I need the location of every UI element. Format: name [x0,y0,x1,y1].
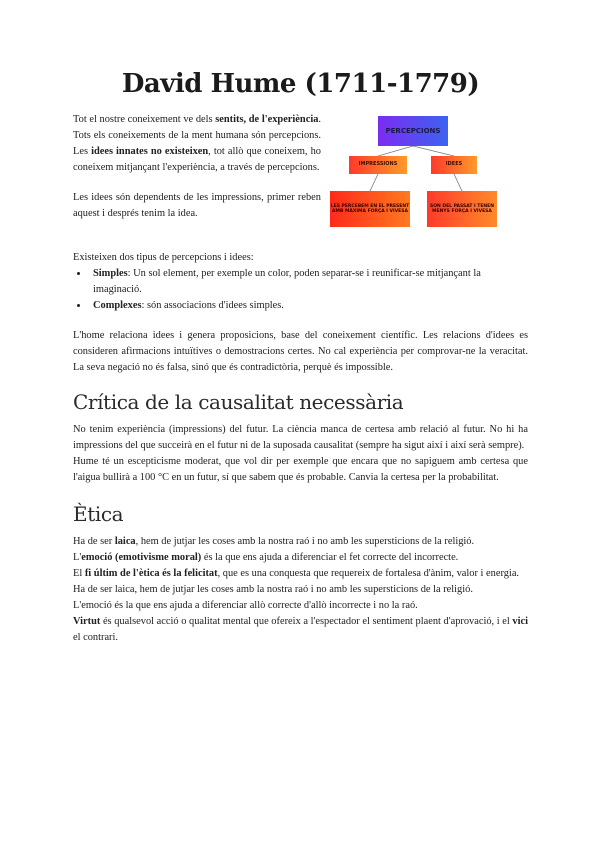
etica-bold-virtut: Virtut [73,616,101,627]
etica-text-part: Ha de ser [73,536,115,547]
relations-paragraph: L'home relaciona idees i genera proposicions, base del coneixement científic. Les relacions d'idees es consideren afirmacions intuïtives o demostracions certes. No cal experiència per comprovar-ne la veracitat. La seva negació no és falsa, sinó que és contradictòria, perquè és impossible. [73,330,528,373]
etica-text-part: el contrari. [73,632,119,643]
intro-bold-innate: idees innates no existeixen [91,146,209,157]
section-heading-etica: Ètica [73,502,124,526]
critica-paragraph-1: No tenim experiència (impressions) del futur. La ciència manca de certesa amb relació al futur. No hi ha impressions del que succeirà en el futur ni de la suposada causalitat (sempre ha sigut així i així serà sempre). [73,424,528,451]
types-list [73,266,528,314]
intro-bold-senses: sentits, de l'experiència [215,114,319,125]
etica-text-part: El [73,568,85,579]
intro-text-part: Tot el nostre coneixement ve dels [73,114,216,125]
section-heading-critica: Crítica de la causalitat necessària [73,390,404,414]
etica-line-3 [73,566,528,582]
list-term: Complexes [93,300,142,311]
intro-text-part: , tot allò que coneixem, ho coneixem mitjançant l'experiència, a través de percepcions. [73,146,321,173]
etica-bold-laica: laica [114,536,136,547]
etica-line-5: L'emoció és la que ens ajuda a diferenciar allò correcte d'allò incorrecte i no la raó. [73,600,418,611]
etica-line-1 [73,534,528,550]
list-item [89,266,528,298]
intro-text-part: . Tots els coneixements de la ment humana són percepcions. Les [73,114,322,157]
intro-paragraph-1 [73,112,321,176]
etica-text-part: , hem de jutjar les coses amb la nostra raó i no amb les supersticions de la religió. [135,536,475,547]
list-text: : són associacions d'idees simples. [141,300,284,311]
critica-paragraph-2: Hume té un escepticisme moderat, que vol dir per exemple que encara que no sapiguem amb certesa que l'aigua bullirà a 100 °C en un futur, sí que sabem que és probable. Canvia la certesa per la probabilitat. [73,456,528,483]
list-item [89,298,528,314]
intro-paragraph-2: Les idees són dependents de les impressions, primer reben aquest i després tenim la idea. [73,192,321,219]
page-title: David Hume (1711-1779) [121,69,480,99]
list-text: : Un sol element, per exemple un color, poden separar-se i reunificar-se mitjançant la imaginació. [93,268,481,295]
etica-text-part: és qualsevol acció o qualitat mental que ofereix a l'espectador el sentiment plaent d'aprovació, i el [100,616,513,627]
list-term: Simples [93,268,128,279]
diagram-node-impressions: IMPRESSIONS [349,156,407,174]
diagram-node-perceptions: PERCEPCIONS [378,116,448,146]
intro-section [73,112,528,250]
diagram-node-impressions-desc: LES PERCEBEM EN EL PRESENT AMB MÀXIMA FORÇA I VIVESA [330,191,410,227]
etica-bold-vici: vici [512,616,528,627]
etica-text-part: L' [73,552,82,563]
diagram-node-ideas-desc: SON DEL PASSAT I TENEN MENYS FORÇA I VIVESA [427,191,497,227]
etica-line-2 [73,550,528,566]
etica-line-6 [73,614,528,646]
etica-text-part: és la que ens ajuda a diferenciar el fet correcte del incorrecte. [201,552,459,563]
etica-bold-felicitat: fi últim de l'ètica és la felicitat [84,568,218,579]
types-intro: Existeixen dos tipus de percepcions i idees: [73,252,254,263]
diagram-node-ideas: IDEES [431,156,477,174]
intro-text [73,112,321,222]
perceptions-diagram [330,112,528,232]
etica-line-4: Ha de ser laica, hem de jutjar les coses amb la nostra raó i no amb les supersticions de la religió. [73,584,473,595]
etica-bold-emocio: emoció (emotivisme moral) [81,552,202,563]
document-page [73,66,528,646]
etica-text-part: , que es una conquesta que requereix de fortalesa d'ànim, valor i energia. [217,568,520,579]
